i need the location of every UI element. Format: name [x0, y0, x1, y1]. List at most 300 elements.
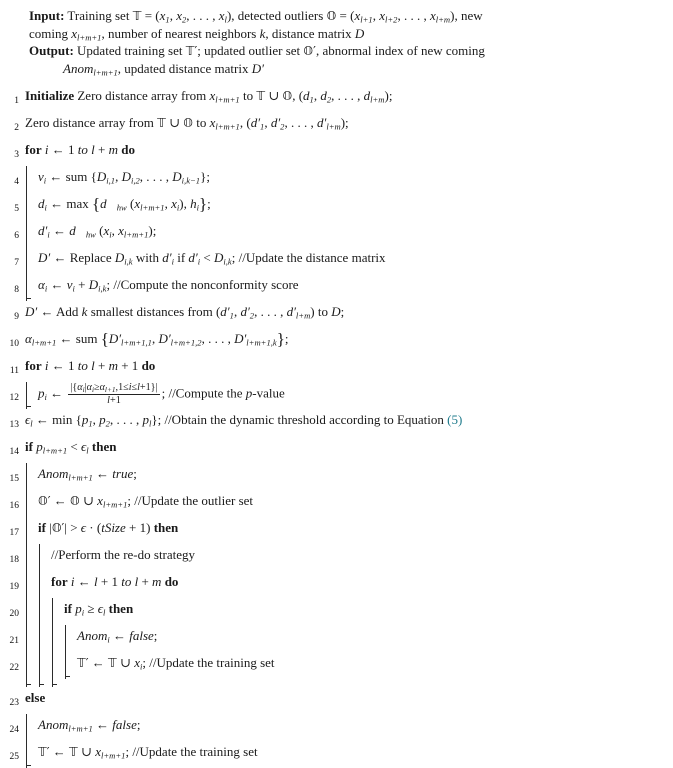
subscript: i [176, 202, 180, 213]
token: ← [74, 574, 94, 589]
token: Anom [77, 628, 108, 643]
indent-rule [37, 544, 50, 571]
token: , ( [292, 88, 304, 103]
token: k [81, 304, 88, 319]
token: Input: [29, 8, 65, 23]
indent-rule [37, 571, 50, 598]
token: //Perform the re-do strategy [51, 547, 196, 562]
algo-line [5, 463, 669, 490]
token: +1 [110, 395, 121, 407]
token: +1}| [139, 382, 158, 393]
indent-rule [24, 463, 37, 490]
token: Output: [29, 43, 74, 58]
token: ϵ [80, 520, 87, 535]
subscript: i [92, 385, 95, 395]
code-text [37, 274, 299, 301]
token: p [142, 412, 149, 427]
token: ← [50, 493, 71, 508]
token: d⃗ [69, 223, 86, 238]
code-text [63, 598, 133, 625]
token: //Update the training set [149, 655, 275, 670]
subscript: i [47, 229, 50, 240]
algo-line [5, 301, 669, 328]
subscript: hw [85, 229, 96, 240]
token: Anom [38, 466, 69, 481]
algo-line [5, 714, 669, 741]
token: D [172, 169, 182, 184]
token: 𝕋′ [77, 656, 89, 670]
subscript: l+1 [360, 14, 373, 25]
subscript: l+m [295, 310, 311, 321]
line-number: 16 [9, 501, 19, 511]
token: x [218, 8, 225, 23]
header-line [29, 42, 669, 60]
token: p [81, 412, 89, 427]
token: , distance matrix [265, 26, 355, 41]
token: Anom [38, 717, 69, 732]
token: //Update the distance matrix [238, 250, 386, 265]
token: < [67, 439, 81, 454]
subscript: l+m+1 [68, 723, 93, 734]
token: do [141, 358, 156, 373]
algo-line [5, 274, 669, 301]
token: l [91, 358, 95, 373]
token: l [134, 574, 139, 589]
token: x [176, 8, 182, 23]
token: 𝕆 [282, 89, 293, 103]
token: ); [384, 88, 393, 103]
subscript: i,k [223, 256, 232, 267]
token: + [94, 358, 109, 373]
token: ,1≤ [115, 382, 129, 393]
token: true [112, 466, 134, 481]
fraction-numerator [68, 382, 159, 395]
token: ← [49, 223, 70, 238]
token: for [25, 142, 42, 157]
code-text [24, 112, 349, 139]
token: ; [207, 196, 211, 211]
algo-line [5, 247, 669, 274]
subscript: l+m+1 [42, 445, 68, 456]
token: D′ [25, 304, 38, 319]
subscript: l+m+1 [215, 94, 240, 105]
token: 𝕋 [69, 745, 78, 759]
line-number: 8 [14, 285, 19, 295]
subscript: l+m+1 [123, 229, 149, 240]
token: h [190, 196, 197, 211]
algo-line [5, 85, 669, 112]
token: d′ [240, 304, 250, 319]
token: p [38, 385, 45, 401]
token: ; [142, 655, 150, 670]
code-text [76, 625, 157, 652]
token: x [171, 196, 177, 211]
subscript: i,1 [106, 175, 116, 186]
subscript: i [139, 661, 143, 672]
token: ) to [310, 304, 332, 319]
token: ← min { [32, 412, 82, 427]
token: d′ [188, 250, 198, 265]
token: D′ [38, 250, 51, 265]
line-number: 6 [14, 231, 19, 241]
token: 𝕋 [256, 89, 266, 103]
token: ∪ [165, 115, 184, 130]
line-number: 24 [9, 725, 19, 735]
indent-rule [24, 544, 37, 571]
token: d [320, 88, 327, 103]
token: d [303, 88, 310, 103]
token: ← Replace [50, 250, 115, 265]
algo-line [5, 166, 669, 193]
token: ; [127, 493, 135, 508]
token: ; [340, 304, 345, 319]
token: ∪ [265, 88, 283, 103]
indent-rule [24, 193, 37, 220]
indent-rule [24, 714, 37, 741]
indent-rule [24, 625, 37, 652]
token: x [103, 223, 110, 238]
algorithm-body [5, 83, 669, 768]
subscript: i [171, 256, 174, 267]
token: ≥ [94, 382, 100, 393]
token: x [209, 88, 216, 103]
token: , [164, 196, 172, 211]
token: ), [179, 196, 191, 211]
token: ϵ [25, 412, 31, 427]
token: , . . . , [284, 115, 317, 130]
code-text [24, 687, 45, 714]
algo-line [5, 409, 669, 436]
subscript: l [224, 14, 227, 25]
token: to [121, 574, 132, 589]
code-text [37, 247, 386, 274]
subscript: i [82, 385, 85, 395]
subscript: 2 [249, 310, 255, 321]
token: 𝕋′ [38, 745, 50, 759]
token: //Compute the nonconformity score [113, 277, 299, 292]
token: d′ [250, 115, 261, 130]
token: ), detected outliers [226, 8, 327, 23]
token: ; updated outlier set [197, 43, 304, 58]
token: ; [106, 277, 114, 292]
code-text [50, 544, 195, 571]
token: | > [64, 520, 81, 535]
line-number: 15 [9, 474, 19, 484]
indent-rule [50, 625, 63, 652]
token: = ( [336, 8, 355, 23]
line-number: 18 [9, 555, 19, 565]
token: , . . . , [397, 8, 430, 23]
token: ← [49, 744, 70, 759]
token: , [372, 8, 380, 23]
algo-line [5, 193, 669, 220]
token: , [169, 8, 177, 23]
token: ϵ [81, 439, 87, 454]
subscript: i [109, 229, 112, 240]
subscript: l+m+1 [31, 337, 57, 348]
token: do [164, 574, 179, 589]
token: , . . . , [254, 304, 287, 319]
token: ← [92, 717, 113, 732]
token: d′ [220, 304, 230, 319]
token: ∪ [79, 493, 98, 508]
line-number: 14 [9, 447, 19, 457]
token: |{ [70, 382, 78, 393]
token: ), new [450, 8, 483, 23]
line-number: 11 [9, 366, 19, 376]
token: if [38, 520, 46, 535]
algo-line [5, 625, 669, 652]
equation-ref-link[interactable]: (5) [447, 412, 463, 427]
token: //Obtain the dynamic threshold according to Equation [164, 412, 448, 427]
subscript: 1 [165, 14, 170, 25]
token: p [245, 385, 253, 401]
token: m [152, 574, 162, 589]
token: //Update the outlier set [134, 493, 254, 508]
line-number: 5 [14, 204, 19, 214]
indent-rule [37, 598, 50, 625]
token: 𝕆 [326, 9, 337, 23]
token: ≥ [84, 601, 98, 616]
code-text [37, 220, 156, 247]
token: | [84, 382, 87, 393]
algo-line [5, 382, 669, 409]
token: d′ [316, 115, 327, 130]
token: , . . . , [139, 169, 173, 184]
token: with [132, 250, 163, 265]
code-text [24, 328, 288, 355]
token: ; [133, 466, 137, 481]
line-number: 19 [9, 582, 19, 592]
token: to [77, 358, 88, 373]
token: ); [340, 115, 349, 130]
token: x [379, 8, 385, 23]
subscript: i [81, 607, 85, 618]
token: ; [136, 717, 141, 732]
token: i [70, 574, 75, 589]
token: , . . . , [331, 88, 364, 103]
token: d⃗ [100, 196, 117, 211]
subscript: 1 [229, 310, 234, 321]
token: if [64, 601, 72, 616]
token: m [108, 142, 118, 157]
token: ← [92, 466, 113, 481]
token: 𝕆 [70, 494, 80, 508]
line-number: 25 [9, 752, 19, 762]
algo-line [5, 490, 669, 517]
token: smallest distances from ( [87, 304, 221, 319]
token: · ( [86, 520, 102, 535]
token: { [92, 194, 101, 214]
token: then [91, 439, 117, 454]
indent-rule [24, 490, 37, 517]
token: , [111, 223, 119, 238]
token: α [25, 331, 32, 346]
token: 𝕋 [108, 656, 117, 670]
token: then [153, 520, 179, 535]
token: ← [46, 385, 67, 401]
token: D [88, 277, 99, 292]
token: x [134, 655, 140, 670]
subscript: i [44, 202, 47, 213]
subscript: 1 [260, 121, 265, 132]
code-text [37, 490, 253, 517]
token: α [38, 277, 45, 292]
indent-rule [24, 382, 37, 409]
token: } [199, 194, 208, 214]
line-number: 20 [9, 609, 19, 619]
token: , [264, 115, 271, 130]
token: 𝕆′ [38, 494, 51, 508]
indent-rule [24, 571, 37, 598]
subscript: l+m+1 [93, 67, 118, 78]
token: d′ [38, 223, 48, 238]
subscript: l+m+1 [100, 750, 126, 761]
token: v [66, 277, 73, 292]
token: , ( [239, 115, 251, 130]
algo-line [5, 544, 669, 571]
token: to [239, 88, 257, 103]
subscript: i [72, 283, 75, 294]
subscript: i [196, 202, 200, 213]
token: ← sum [56, 331, 101, 346]
subscript: i [44, 283, 48, 294]
token: x [95, 744, 101, 759]
token: ϵ [97, 601, 103, 616]
token: 𝕆′ [303, 44, 316, 58]
subscript: l+m+1 [140, 202, 165, 213]
line-number [5, 679, 19, 687]
token: coming [29, 26, 72, 41]
token: D′ [251, 61, 264, 76]
header-line [29, 7, 669, 25]
token: l [107, 395, 110, 407]
token: -value [252, 385, 285, 401]
token: //Update the training set [132, 744, 258, 759]
token: to [77, 142, 88, 157]
indent-rule [63, 625, 76, 652]
token: D [354, 26, 365, 41]
subscript: l+m [435, 14, 451, 25]
subscript: i [43, 175, 47, 186]
subscript: i,k [124, 256, 133, 267]
code-text [24, 301, 344, 328]
algo-line [5, 328, 669, 355]
token: d′ [270, 115, 281, 130]
token: ← [88, 655, 109, 670]
indent-rule [37, 625, 50, 652]
token: 𝕋′ [185, 44, 198, 58]
token: Zero distance array from [74, 88, 210, 103]
token: < [200, 250, 214, 265]
token: , number of nearest neighbors [101, 26, 260, 41]
subscript: 1 [88, 418, 93, 429]
algo-line [5, 220, 669, 247]
token: d [38, 196, 45, 211]
token: x [71, 26, 78, 41]
subscript: l+m+1 [102, 499, 128, 510]
token: } [276, 329, 285, 349]
subscript: i [197, 256, 201, 267]
token: l [91, 142, 95, 157]
token: d′ [286, 304, 296, 319]
token: ( [95, 223, 104, 238]
line-number: 12 [9, 393, 19, 403]
token: , abnormal index of new coming [315, 43, 485, 58]
token: ← max [46, 196, 93, 211]
code-text [24, 139, 135, 166]
line-number: 22 [9, 663, 19, 673]
subscript: 2 [105, 418, 110, 429]
token: , [233, 304, 241, 319]
token: tSize [101, 520, 126, 535]
subscript: l+2 [385, 14, 398, 25]
indent-rule [37, 679, 50, 687]
token: for [51, 574, 68, 589]
algo-line [5, 679, 669, 687]
subscript: i,k [98, 283, 107, 294]
token: Updated training set [73, 43, 186, 58]
token: l [93, 574, 98, 589]
token: }; [151, 412, 165, 427]
token: ; [161, 385, 169, 401]
token: then [108, 601, 134, 616]
algo-line [5, 355, 669, 382]
token: ≤ [131, 382, 138, 393]
algo-line [5, 571, 669, 598]
token: ← [47, 277, 67, 292]
token: 𝕆′ [51, 521, 65, 535]
code-text [24, 409, 462, 436]
token: , . . . , [109, 412, 143, 427]
line-number: 4 [14, 177, 19, 187]
subscript: l [86, 445, 89, 456]
token: false [112, 717, 137, 732]
subscript: l+m+1 [68, 472, 93, 483]
token: if [173, 250, 189, 265]
token: to [192, 115, 210, 130]
indent-rule [24, 247, 37, 274]
fraction [68, 382, 159, 407]
token: D [121, 169, 131, 184]
token: x [354, 8, 361, 23]
token: | [45, 520, 52, 535]
token: + 1 [117, 358, 142, 373]
token: + 1) [125, 520, 154, 535]
token: ← [109, 628, 130, 643]
token: { [100, 329, 109, 349]
subscript: l [30, 418, 33, 429]
token: , updated distance matrix [117, 61, 252, 76]
subscript: i,2 [130, 175, 140, 186]
line-number: 7 [14, 258, 19, 268]
indent-rule [24, 517, 37, 544]
subscript: 2 [280, 121, 285, 132]
subscript: 2 [326, 94, 332, 105]
token: D′ [108, 331, 122, 346]
token: Training set [64, 8, 133, 23]
token: 𝕆 [183, 116, 193, 130]
code-text [37, 166, 210, 193]
token: }; [200, 169, 210, 184]
subscript: i [107, 634, 110, 645]
subscript: l+1 [104, 385, 116, 395]
token: x [159, 8, 166, 23]
indent-rule [24, 679, 37, 687]
token: m [108, 358, 118, 373]
header-line [29, 25, 669, 42]
token: x [118, 223, 124, 238]
